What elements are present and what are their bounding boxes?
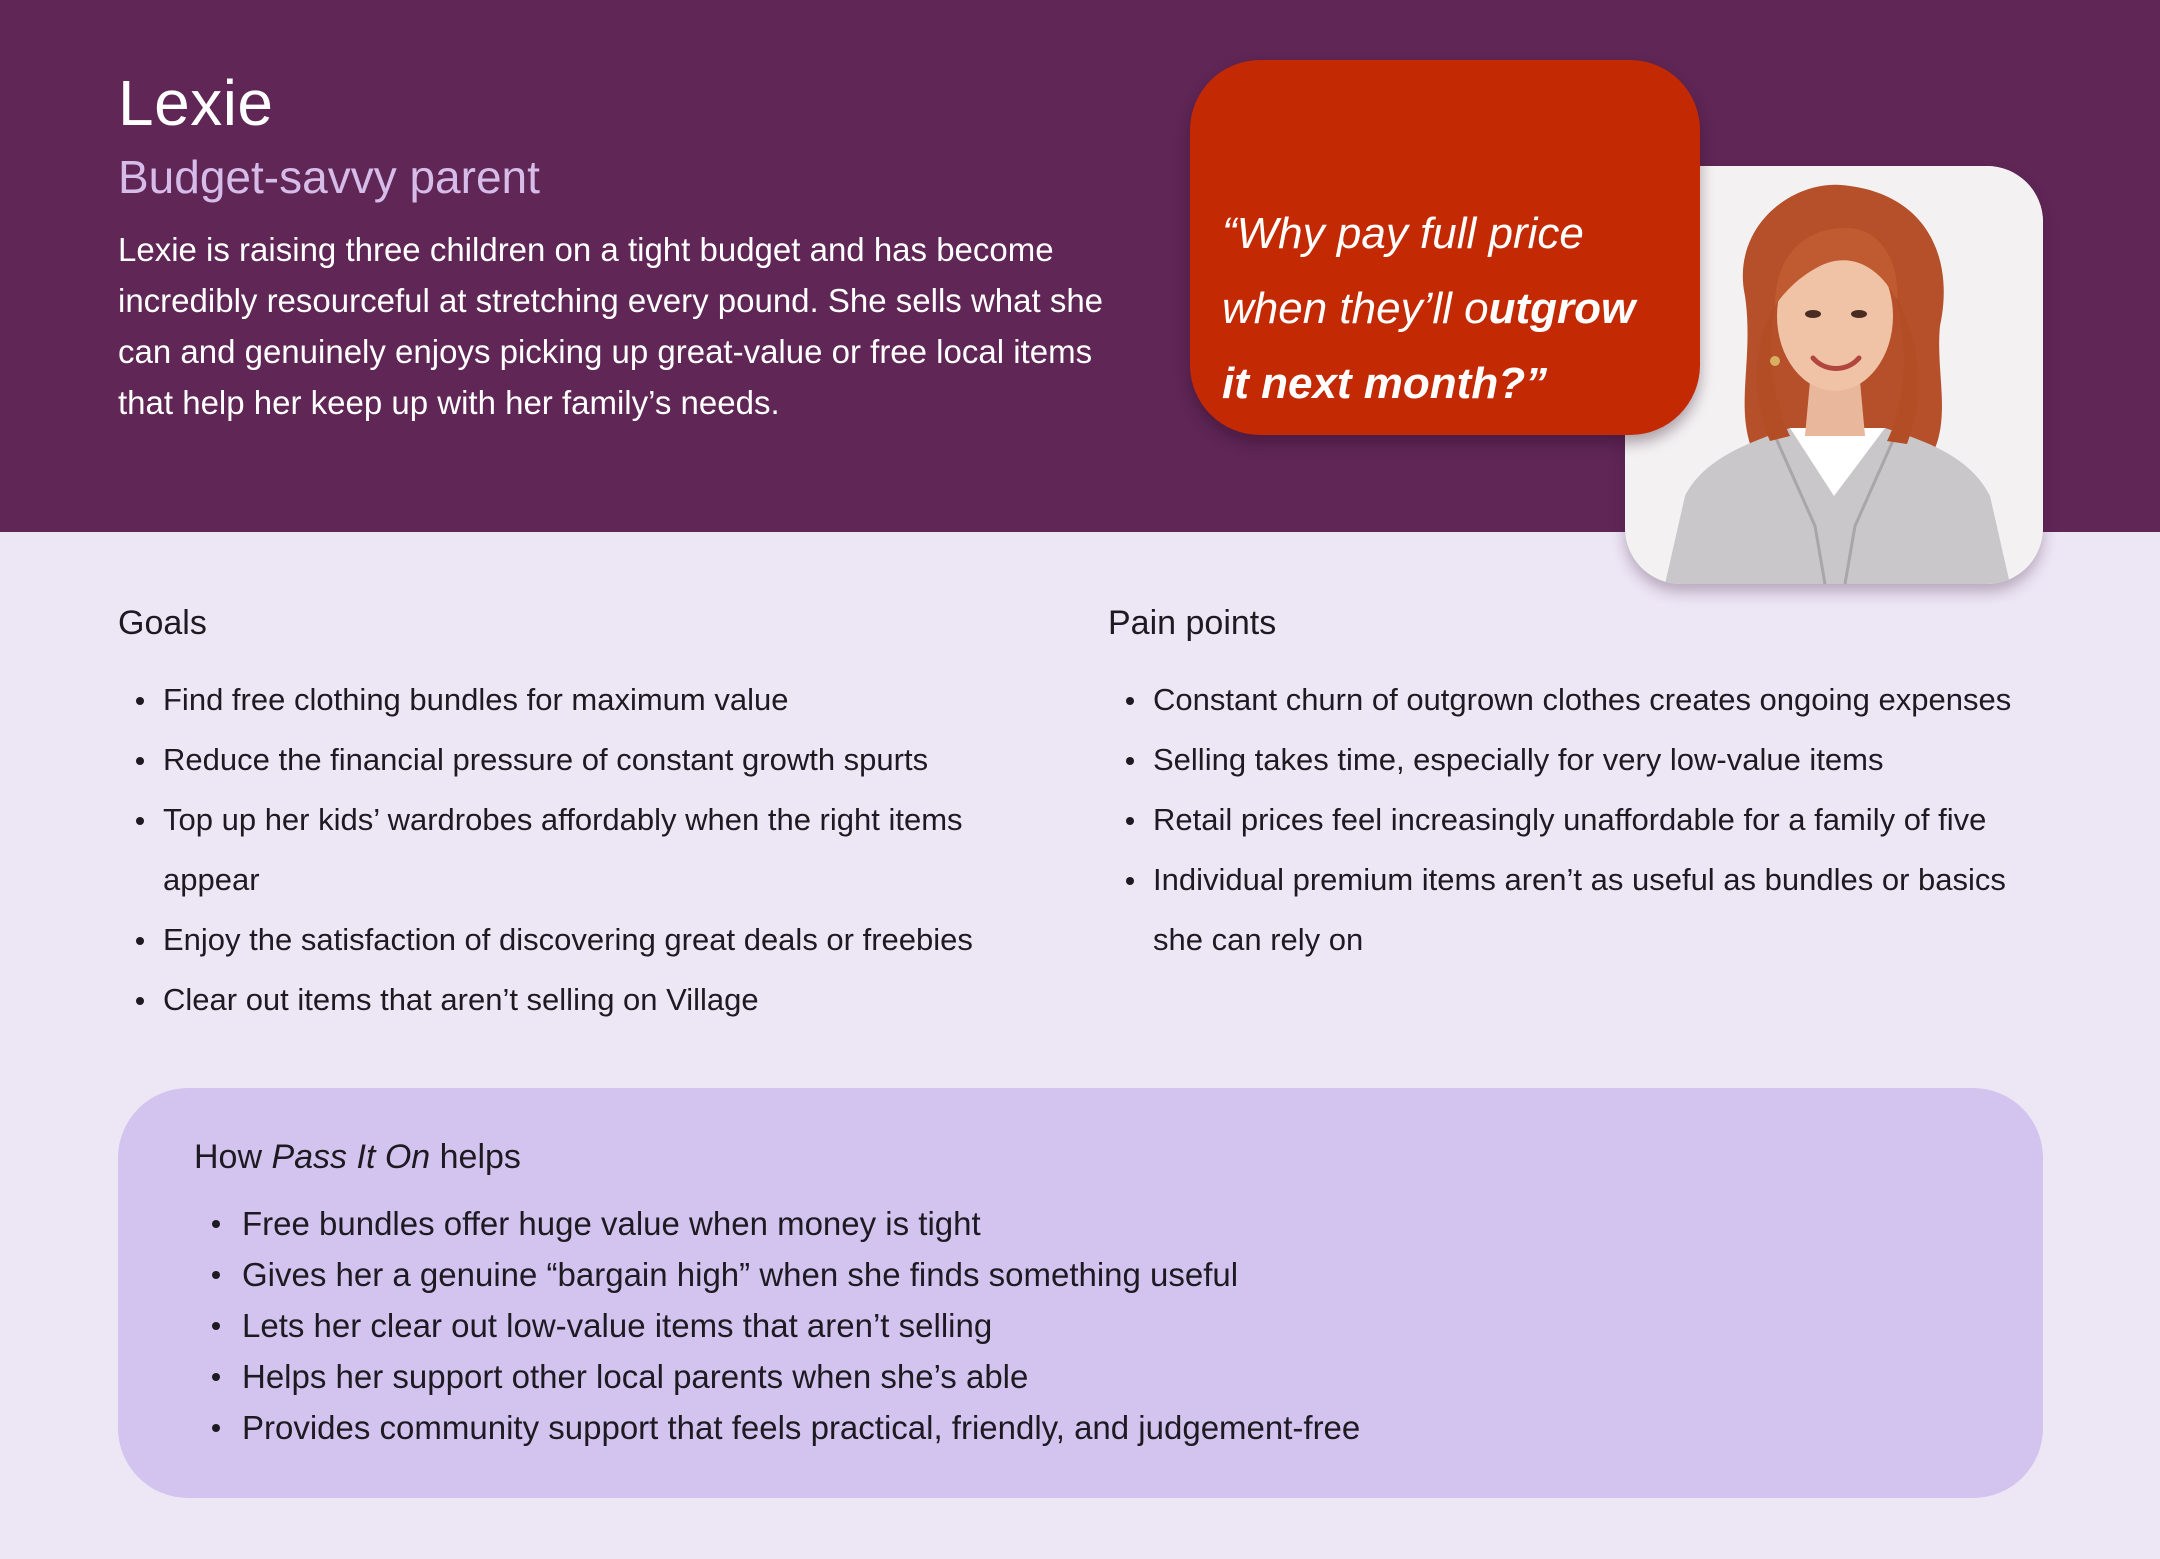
goal-item: Find free clothing bundles for maximum value: [118, 670, 1018, 730]
persona-subtitle: Budget-savvy parent: [118, 151, 540, 203]
helps-item: Helps her support other local parents when she’s able: [194, 1351, 1994, 1402]
helps-panel: [118, 1088, 2043, 1498]
helps-title-prefix: How: [194, 1138, 272, 1176]
goal-item: Reduce the financial pressure of constant growth spurts: [118, 730, 1018, 790]
quote-line-2: [1222, 271, 1692, 346]
goal-item: Top up her kids’ wardrobes affordably when the right items appear: [118, 790, 1018, 910]
helps-title: [194, 1138, 521, 1177]
helps-title-suffix: helps: [430, 1138, 521, 1176]
helps-title-product: Pass It On: [271, 1138, 431, 1176]
persona-quote: [1190, 60, 1700, 435]
helps-item: Gives her a genuine “bargain high” when she finds something useful: [194, 1249, 1994, 1300]
pain-point-item: Retail prices feel increasingly unaffordable for a family of five: [1108, 790, 2058, 850]
quote-text: [1222, 196, 1692, 421]
quote-line-1: “Why pay full price: [1222, 209, 1584, 258]
persona-description: Lexie is raising three children on a tight budget and has become incredibly resourceful at stretching every pound. She sells what she can and genuinely enjoys picking up great-value or free local items that help her keep up with her family’s needs.: [118, 231, 1104, 421]
helps-item: Lets her clear out low-value items that aren’t selling: [194, 1300, 1994, 1351]
pain-points-list: [1108, 670, 2058, 970]
pain-points-title: Pain points: [1108, 604, 1277, 642]
pain-point-item: Constant churn of outgrown clothes creates ongoing expenses: [1108, 670, 2058, 730]
persona-name: Lexie: [118, 67, 274, 139]
helps-item: Free bundles offer huge value when money is tight: [194, 1198, 1994, 1249]
goal-item: Clear out items that aren’t selling on Village: [118, 970, 1018, 1030]
goal-item: Enjoy the satisfaction of discovering great deals or freebies: [118, 910, 1018, 970]
quote-line-2-regular: when they’ll o: [1222, 284, 1489, 333]
pain-point-item: Selling takes time, especially for very low-value items: [1108, 730, 2058, 790]
helps-list: [194, 1198, 1994, 1453]
quote-line-3: it next month?”: [1222, 359, 1548, 408]
goals-list: [118, 670, 1018, 1030]
pain-point-item: Individual premium items aren’t as useful as bundles or basics she can rely on: [1108, 850, 2058, 970]
quote-line-2-bold: utgrow: [1488, 284, 1636, 333]
helps-item: Provides community support that feels practical, friendly, and judgement-free: [194, 1402, 1994, 1453]
goals-title: Goals: [118, 604, 207, 642]
